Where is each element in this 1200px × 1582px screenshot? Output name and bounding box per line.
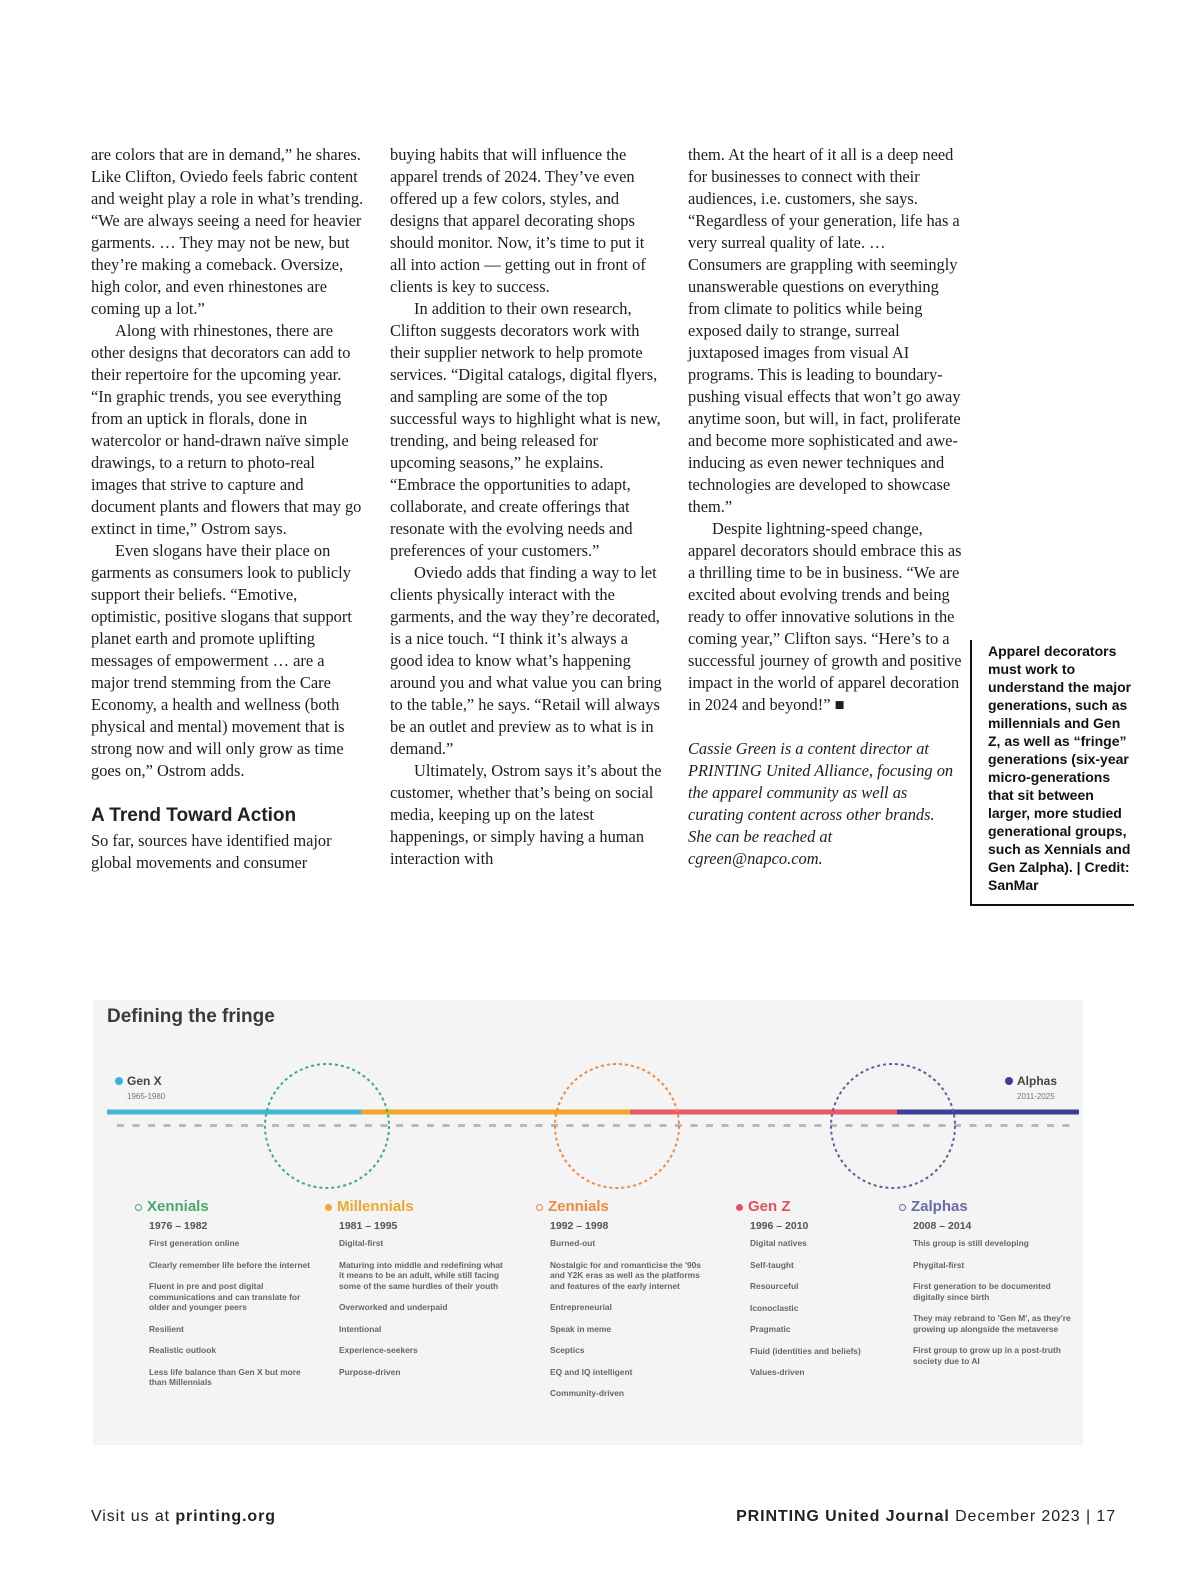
timeline-tick [908,1124,915,1127]
timeline-tick [691,1124,698,1127]
trait-item: Speak in meme [550,1323,611,1334]
timeline-tick [629,1124,636,1127]
trait-item: Intentional [339,1323,382,1334]
generation-years: 1981 – 1995 [339,1220,398,1232]
timeline-tick [877,1124,884,1127]
paragraph: Oviedo adds that finding a way to let clients physically interact with the garments, and the way they’re decorated, is a nice touch. “I think it’s always a good idea to know what’s happening around you and what value you can bring to the table,” he says. “Retail will always be an outlet and preview as to what is in demand.” [390,563,662,758]
timeline-tick [303,1124,310,1127]
timeline-tick [582,1124,589,1127]
article-column-3 [688,144,962,870]
trait-item: Clearly remember life before the internet [149,1259,311,1270]
page-number: 17 [1096,1508,1116,1525]
paragraph [688,518,962,716]
trait-item: First generation to be documented digitally since birth [913,1281,1051,1302]
issue-date: December 2023 [955,1508,1081,1525]
alphas-endpoint [1005,1072,1057,1101]
timeline-tick [644,1124,651,1127]
timeline-tick [536,1124,543,1127]
generation-years: 2008 – 2014 [913,1220,972,1232]
generation-years: 1976 – 1982 [149,1220,208,1232]
timeline-tick [799,1124,806,1127]
author-bio: Cassie Green is a content director at PRINTING United Alliance, focusing on the apparel community as well as curating content across other brands. She can be reached at cgreen@napco.com. [688,739,954,868]
article-column-2 [390,144,664,870]
trait-item: Phygital-first [913,1259,965,1270]
timeline-tick [613,1124,620,1127]
timeline-tick [923,1124,930,1127]
timeline-tick [288,1124,295,1127]
timeline-tick [489,1124,496,1127]
hollow-dot-icon [899,1204,906,1211]
generation-gen-z [736,1198,914,1389]
footer-publication: PRINTING United Journal December 2023 | 17 [736,1508,1116,1525]
trait-item: Overworked and underpaid [339,1302,448,1312]
timeline-tick [334,1124,341,1127]
timeline-tick [753,1124,760,1127]
trait-item: Maturing into middle and redefining what it means to be an adult, while still facing some of the same hurdles of their youth [339,1259,503,1291]
alphas-dot-icon [1005,1077,1013,1085]
website-link[interactable]: printing.org [175,1508,276,1525]
article-column-1 [91,144,365,874]
timeline-tick [861,1124,868,1127]
timeline-tick [520,1124,527,1127]
paragraph: Ultimately, Ostrom says it’s about the customer, whether that’s being on social media, keeping up on the latest happenings, or simply having a human interaction with [390,761,662,868]
generation-name: Xennials [135,1198,313,1216]
gen-x-label: Gen X [127,1074,162,1088]
trait-item: Resourceful [750,1281,799,1291]
generation-xennials [135,1198,313,1399]
timeline-tick [133,1124,140,1127]
trait-item: Values-driven [750,1367,805,1377]
paragraph: are colors that are in demand,” he shares. Like Clifton, Oviedo feels fabric content and weight play a role in what’s trending. “We are always seeing a need for heavier garments. … They may not be new, but they’re making a comeback. Oversize, high color, and even rhinestones are coming up a lot.” [91,145,364,318]
trait-item: EQ and IQ intelligent [550,1366,633,1377]
timeline-tick [319,1124,326,1127]
section-heading: A Trend Toward Action [91,805,297,826]
timeline-tick [784,1124,791,1127]
trait-item: First group to grow up in a post-truth society due to AI [913,1345,1061,1366]
trait-item: Realistic outlook [149,1345,217,1355]
generation-years: 1992 – 1998 [550,1220,609,1232]
timeline-tick [985,1124,992,1127]
trait-item: First generation online [149,1238,240,1248]
timeline-tick [892,1124,899,1127]
paragraph: buying habits that will influence the apparel trends of 2024. They’ve even offered up a few colors, styles, and designs that apparel decorating shops should monitor. Now, it’s time to put it all into action — getting out in front of clients is key to success. [390,145,646,296]
figure-title: Defining the fringe [107,1006,275,1027]
dot-icon [736,1204,743,1211]
timeline-tick [660,1124,667,1127]
timeline-tick [272,1124,279,1127]
timeline-tick [396,1124,403,1127]
timeline-tick [412,1124,419,1127]
footer-website: Visit us at printing.org [91,1508,276,1525]
timeline-tick [706,1124,713,1127]
timeline-tick [381,1124,388,1127]
generations-timeline-figure [93,1000,1083,1445]
trait-list [536,1238,714,1399]
timeline-tick [768,1124,775,1127]
timeline-tick [737,1124,744,1127]
figure-caption: Apparel decorators must work to understand the major generations, such as millennials and Gen Z, as well as “fringe” generations (six-year micro-generations that sit between larger, more studied generational groups, such as Xennials and Gen Zalpha). | Credit: SanMar [970,640,1134,906]
trait-item: Resilient [149,1323,184,1334]
generation-name: Zennials [536,1198,714,1216]
timeline-tick [598,1124,605,1127]
gen-x-dot-icon [115,1077,123,1085]
alphas-label: Alphas [1017,1074,1058,1088]
timeline-tick [350,1124,357,1127]
timeline-tick [257,1124,264,1127]
end-mark-icon: ■ [834,695,845,714]
paragraph: Even slogans have their place on garments as consumers look to publicly support their beliefs. “Emotive, optimistic, positive slogans that support planet earth and promote uplifting messages of empowerment … are a major trend stemming from the Care Economy, a health and wellness (both physical and mental) movement that is strong now and will only grow as time goes on,” Ostrom adds. [91,541,352,780]
timeline-tick [427,1124,434,1127]
paragraph: Along with rhinestones, there are other designs that decorators can add to their repertoire for the upcoming year. “In graphic trends, you see everything from an uptick in florals, done in watercolor or hand-drawn naïve simple drawings, to a return to photo-real images that strive to capture and document plants and flowers that may go extinct in time,” Ostrom says. [91,321,362,538]
timeline-tick [939,1124,946,1127]
trait-item: Experience-seekers [339,1345,418,1355]
generation-zennials [536,1198,714,1410]
timeline-tick [226,1124,233,1127]
timeline-tick [1063,1124,1070,1127]
timeline-tick [846,1124,853,1127]
trait-item: Digital natives [750,1238,807,1248]
trait-list [135,1238,313,1388]
trait-item: They may rebrand to 'Gen M', as they're growing up alongside the metaverse [913,1313,1071,1334]
trait-item: Purpose-driven [339,1366,401,1377]
dot-icon [325,1204,332,1211]
generation-years: 1996 – 2010 [750,1220,809,1232]
timeline-tick [195,1124,202,1127]
generation-millennials [325,1198,503,1388]
timeline-tick [241,1124,248,1127]
trait-item: Less life balance than Gen X but more than Millennials [149,1366,301,1387]
timeline-tick [148,1124,155,1127]
timeline-tick [210,1124,217,1127]
timeline-tick [365,1124,372,1127]
trait-item: Fluid (identities and beliefs) [750,1345,861,1356]
timeline-tick [474,1124,481,1127]
timeline-tick [443,1124,450,1127]
trait-item: Iconoclastic [750,1302,799,1313]
hollow-dot-icon [536,1204,543,1211]
trait-item: Self-taught [750,1259,794,1270]
timeline-tick [815,1124,822,1127]
gen-x-endpoint [115,1072,165,1101]
timeline-tick [505,1124,512,1127]
paragraph-text: Despite lightning-speed change, apparel decorators should embrace this as a thrilling time to be in business. “We are excited about evolving trends and being ready to offer innovative solutions in the coming year,” Clifton says. “Here’s to a successful journey of growth and positive impact in the world of apparel decoration in 2024 and beyond!” [688,519,962,714]
timeline-tick [458,1124,465,1127]
timeline-tick [117,1124,124,1127]
generation-name: Millennials [325,1198,503,1216]
generation-name: Zalphas [899,1198,1077,1216]
timeline-tick [1001,1124,1008,1127]
timeline-tick [1047,1124,1054,1127]
gen-x-years: 1965-1980 [127,1092,166,1101]
trait-item: Digital-first [339,1238,384,1248]
trait-item: Fluent in pre and post digital communications and can translate for older and younger peers [149,1281,301,1312]
timeline-tick [179,1124,186,1127]
timeline-tick [722,1124,729,1127]
trait-item: Sceptics [550,1345,585,1355]
trait-item: Nostalgic for and romanticise the '90s and Y2K eras as well as the platforms and features of the early internet [550,1259,701,1291]
trait-item: Pragmatic [750,1324,791,1334]
trait-item: Community-driven [550,1388,624,1398]
timeline-tick [970,1124,977,1127]
timeline-tick [567,1124,574,1127]
timeline-tick [1016,1124,1023,1127]
paragraph: So far, sources have identified major global movements and consumer [91,831,332,872]
trait-list [899,1238,1077,1366]
timeline-tick [1032,1124,1039,1127]
trait-item: This group is still developing [913,1238,1029,1248]
generation-name: Gen Z [736,1198,914,1216]
trait-list [736,1238,914,1378]
generation-zalphas [899,1198,1077,1377]
trait-item: Entrepreneurial [550,1302,612,1312]
timeline-tick [164,1124,171,1127]
trait-list [325,1238,503,1377]
hollow-dot-icon [135,1204,142,1211]
alphas-years: 2011-2025 [1017,1092,1055,1101]
trait-item: Burned-out [550,1238,596,1248]
paragraph: In addition to their own research, Clifton suggests decorators work with their supplier network to help promote services. “Digital catalogs, digital flyers, and sampling are some of the top successful ways to highlight what is new, trending, and being released for upcoming seasons,” he explains. “Embrace the opportunities to adapt, collaborate, and create offerings that resonate with the evolving needs and preferences of your customers.” [390,299,661,560]
paragraph: them. At the heart of it all is a deep need for businesses to connect with their audiences, i.e. customers, she says. “Regardless of your generation, life has a very surreal quality of late. … Consumers are grappling with seemingly unanswerable questions on everything from climate to politics while being exposed daily to strange, surreal juxtaposed images from visual AI programs. This is leading to boundary-pushing visual effects that won’t go away anytime soon, but will, in fact, proliferate and become more sophisticated and awe-inducing as even newer techniques and technologies are developed to showcase them.” [688,145,961,516]
publication-name: PRINTING United Journal [736,1508,950,1525]
